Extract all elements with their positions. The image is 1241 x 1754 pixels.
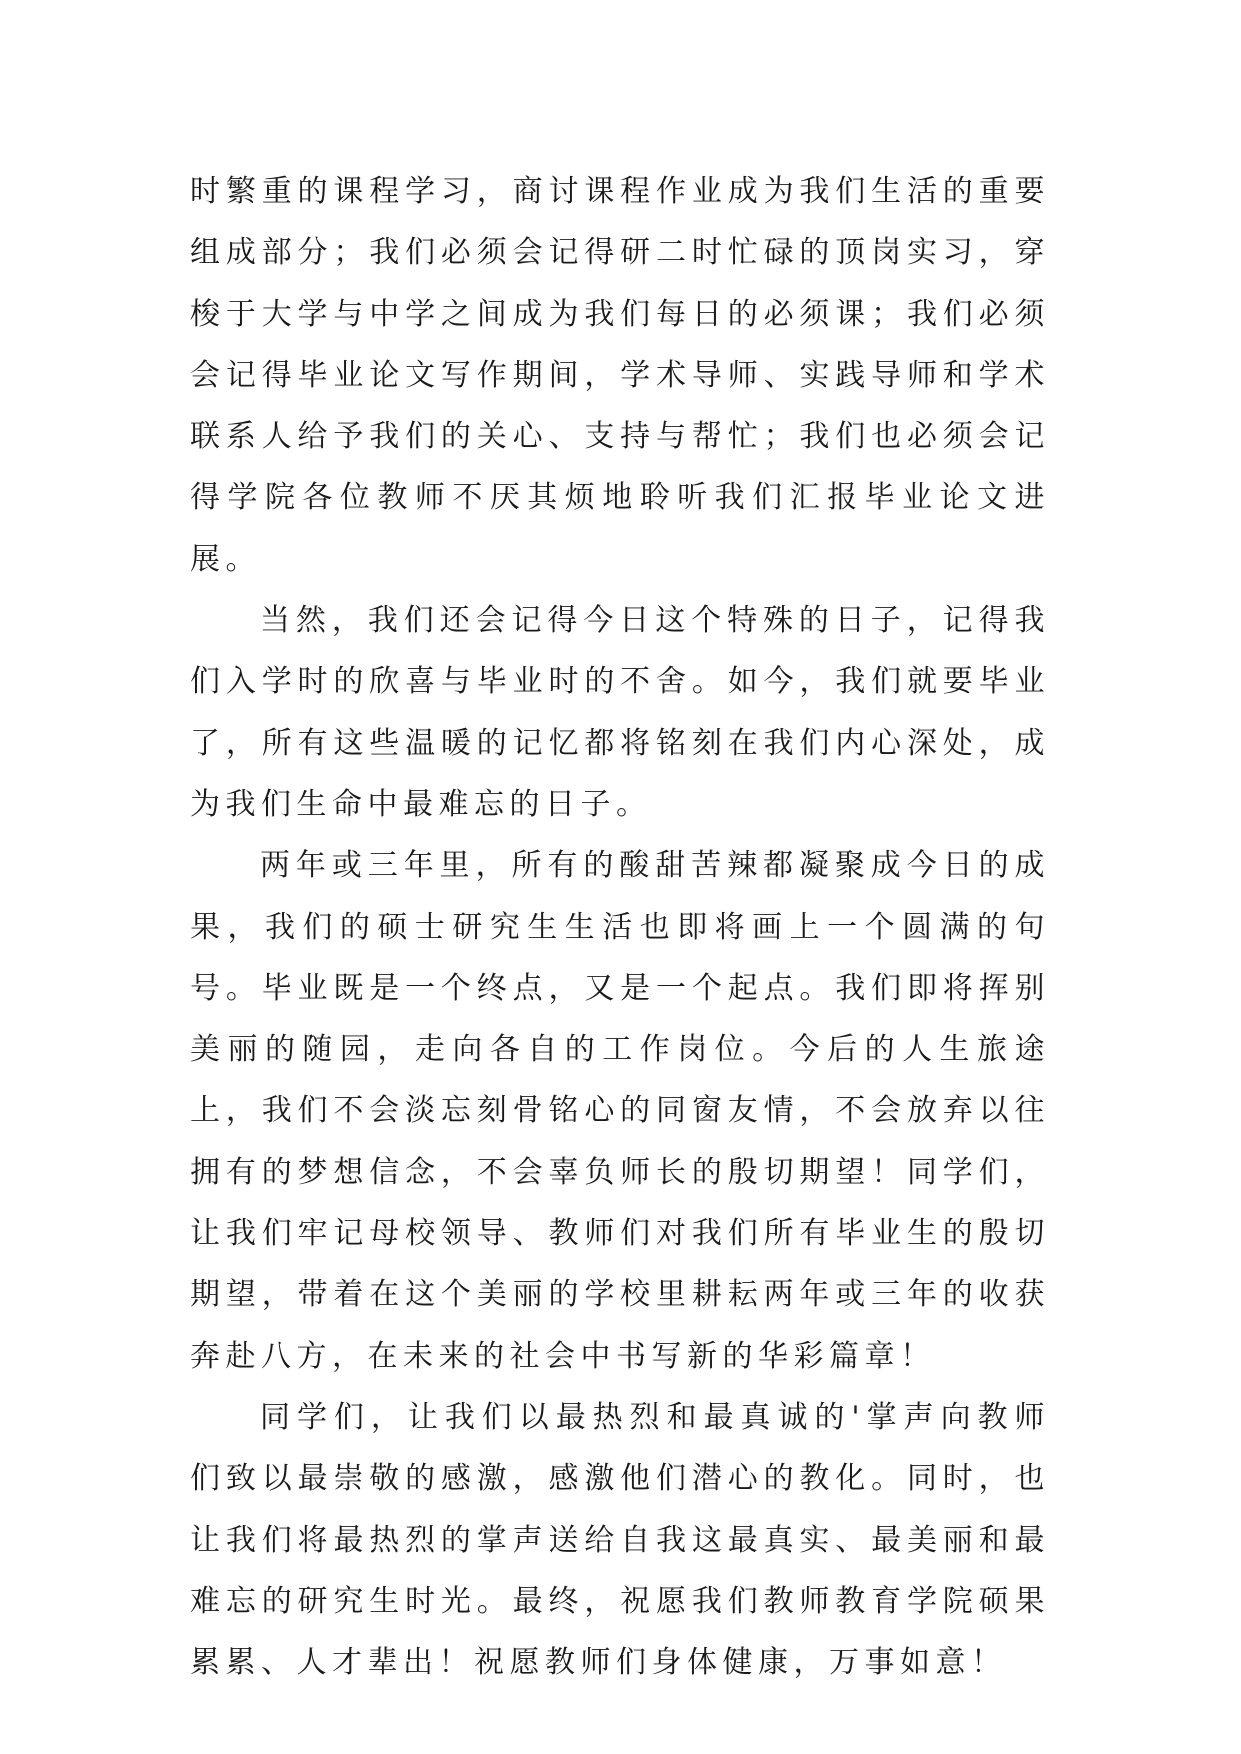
paragraph-1: 时繁重的课程学习，商讨课程作业成为我们生活的重要组成部分；我们必须会记得研二时忙碌的顶岗实习，穿梭于大学与中学之间成为我们每日的必须课；我们必须会记得毕业论文写作期间，学术导师、实践导师和学术联系人给予我们的关心、支持与帮忙；我们也必须会记得学院各位教师不厌其烦地聆听我们汇报毕业论文进展。 (190, 174, 1050, 577)
paragraph-4: 同学们，让我们以最热烈和最真诚的'掌声向教师们致以最崇敬的感激，感激他们潜心的教化。同时，也让我们将最热烈的掌声送给自我这最真实、最美丽和最难忘的研究生时光。最终，祝愿我们教师教育学院硕果累累、人才辈出！祝愿教师们身体健康，万事如意！ (190, 1399, 1050, 1681)
paragraph-3: 两年或三年里，所有的酸甜苦辣都凝聚成今日的成果，我们的硕士研究生生活也即将画上一个圆满的句号。毕业既是一个终点，又是一个起点。我们即将挥别美丽的随园，走向各自的工作岗位。今后的人生旅途上，我们不会淡忘刻骨铭心的同窗友情，不会放弃以往拥有的梦想信念，不会辜负师长的殷切期望！同学们，让我们牢记母校领导、教师们对我们所有毕业生的殷切期望，带着在这个美丽的学校里耕耘两年或三年的收获奔赴八方，在未来的社会中书写新的华彩篇章！ (190, 848, 1050, 1374)
document-body (190, 161, 1050, 1693)
paragraph-2: 当然，我们还会记得今日这个特殊的日子，记得我们入学时的欣喜与毕业时的不舍。如今，我们就要毕业了，所有这些温暖的记忆都将铭刻在我们内心深处，成为我们生命中最难忘的日子。 (190, 603, 1050, 822)
